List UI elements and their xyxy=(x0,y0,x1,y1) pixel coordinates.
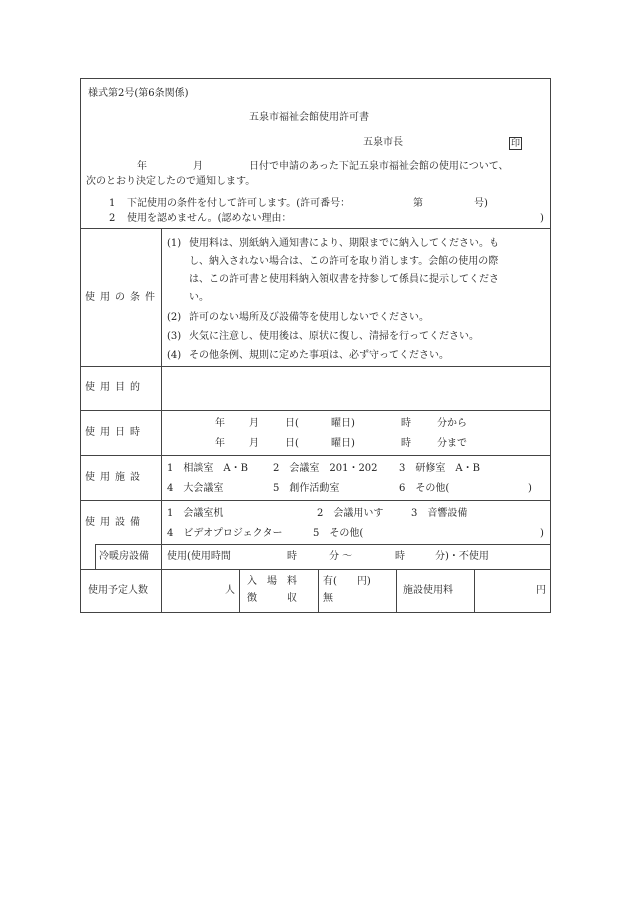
permit-go: 号) xyxy=(474,198,488,209)
datetime-label: 使用日時 xyxy=(85,427,145,438)
form-number: 様式第2号(第6条関係) xyxy=(88,88,189,99)
intro-year: 年 xyxy=(137,161,147,172)
facility-other-close: ) xyxy=(528,483,532,494)
intro-month: 月 xyxy=(193,161,203,172)
decision-2-text: 使用を認めません。(認めない理由： xyxy=(127,213,292,224)
hvac-minute-end: 分)・不使用 xyxy=(435,551,489,562)
start-year: 年 xyxy=(215,418,225,429)
equipment-label: 使用設備 xyxy=(85,517,145,528)
hvac-label: 冷暖房設備 xyxy=(99,551,149,562)
expected-people-label: 使用予定人数 xyxy=(88,585,148,596)
start-minute: 分から xyxy=(437,418,467,429)
issuer-name: 五泉市長 xyxy=(363,137,403,148)
hvac-hour-end: 時 xyxy=(395,551,405,562)
condition-4-text: その他条例、規則に定めた事項は、必ず守ってください。 xyxy=(189,350,449,361)
permit-form xyxy=(80,78,551,613)
decision-1-text: 下記使用の条件を付して許可します。(許可番号： xyxy=(127,198,351,209)
facilities-label: 使用施設 xyxy=(85,472,145,483)
equipment-other-close: ) xyxy=(540,528,544,539)
admission-fee-label-1: 入 場 料 xyxy=(247,576,297,587)
purpose-label: 使用目的 xyxy=(85,382,145,393)
hvac-indent-divider xyxy=(95,544,96,569)
end-weekday: 曜日) xyxy=(331,438,355,449)
people-unit: 人 xyxy=(225,585,235,596)
admission-fee-label-2: 徴 収 xyxy=(247,593,297,604)
equipment-desk: 1 会議室机 xyxy=(167,508,224,519)
usage-fee-label: 施設使用料 xyxy=(403,585,453,596)
start-weekday: 曜日) xyxy=(331,418,355,429)
intro-text: 日付で申請のあった下記五泉市福祉会館の使用について、 xyxy=(249,161,509,172)
rule-purpose xyxy=(81,410,550,411)
condition-1-line3: は、この許可書と使用料納入領収書を持参して係員に提示してくださ xyxy=(189,274,499,285)
equipment-other: 5 その他( xyxy=(313,528,364,539)
condition-1-line2: し、納入されない場合は、この許可を取り消します。会館の使用の際 xyxy=(189,256,499,267)
end-year: 年 xyxy=(215,438,225,449)
fee-divider-3 xyxy=(396,569,397,613)
facility-creative-room: 5 創作活動室 xyxy=(273,483,340,494)
fee-divider-2 xyxy=(318,569,319,613)
decision-2-number: 2 xyxy=(109,213,116,224)
equipment-sound: 3 音響設備 xyxy=(411,508,468,519)
intro-line2: 次のとおり決定したので通知します。 xyxy=(86,176,256,187)
condition-2-text: 許可のない場所及び設備等を使用しないでください。 xyxy=(189,312,429,323)
end-minute: 分まで xyxy=(437,438,467,449)
facility-meeting-room: 2 会議室 201・202 xyxy=(273,463,378,474)
conditions-label: 使用の条件 xyxy=(85,292,160,303)
equipment-chair: 2 会議用いす xyxy=(317,508,384,519)
hvac-minute-start: 分 〜 xyxy=(329,551,353,562)
rule-equipment xyxy=(95,544,550,545)
fee-divider-4 xyxy=(474,569,475,613)
condition-1-line4: い。 xyxy=(189,292,209,303)
end-day: 日( xyxy=(285,438,299,449)
condition-4-number: (4) xyxy=(167,350,182,361)
seal-mark: 印 xyxy=(510,139,520,149)
decision-2-close: ) xyxy=(540,213,544,224)
condition-1-line1: 使用料は、別紙納入通知書により、期限までに納入してください。も xyxy=(189,238,499,249)
start-month: 月 xyxy=(249,418,259,429)
facility-large-hall: 4 大会議室 xyxy=(167,483,224,494)
end-month: 月 xyxy=(249,438,259,449)
admission-fee-yes: 有( 円) xyxy=(323,576,371,587)
decision-1-number: 1 xyxy=(109,198,116,209)
permit-dai: 第 xyxy=(413,198,423,209)
condition-1-number: (1) xyxy=(167,238,182,249)
rule-facilities xyxy=(81,500,550,501)
condition-3-text: 火気に注意し、使用後は、原状に復し、清掃を行ってください。 xyxy=(189,331,479,342)
facility-training-room: 3 研修室 A・B xyxy=(399,463,480,474)
rule-conditions xyxy=(81,366,550,367)
fee-divider-1 xyxy=(239,569,240,613)
facility-other: 6 その他( xyxy=(399,483,450,494)
condition-3-number: (3) xyxy=(167,331,182,342)
rule-header xyxy=(81,228,550,229)
admission-fee-no: 無 xyxy=(323,593,333,604)
form-title: 五泉市福祉会館使用許可書 xyxy=(249,112,369,123)
hvac-use: 使用(使用時間 xyxy=(167,551,231,562)
start-day: 日( xyxy=(285,418,299,429)
hvac-hour-start: 時 xyxy=(287,551,297,562)
usage-fee-unit: 円 xyxy=(536,585,546,596)
label-column-divider xyxy=(161,228,162,613)
condition-2-number: (2) xyxy=(167,312,182,323)
end-hour: 時 xyxy=(401,438,411,449)
rule-datetime xyxy=(81,455,550,456)
equipment-projector: 4 ビデオプロジェクター xyxy=(167,528,283,539)
start-hour: 時 xyxy=(401,418,411,429)
facility-consultation-room: 1 相談室 A・B xyxy=(167,463,248,474)
rule-hvac xyxy=(81,569,550,570)
